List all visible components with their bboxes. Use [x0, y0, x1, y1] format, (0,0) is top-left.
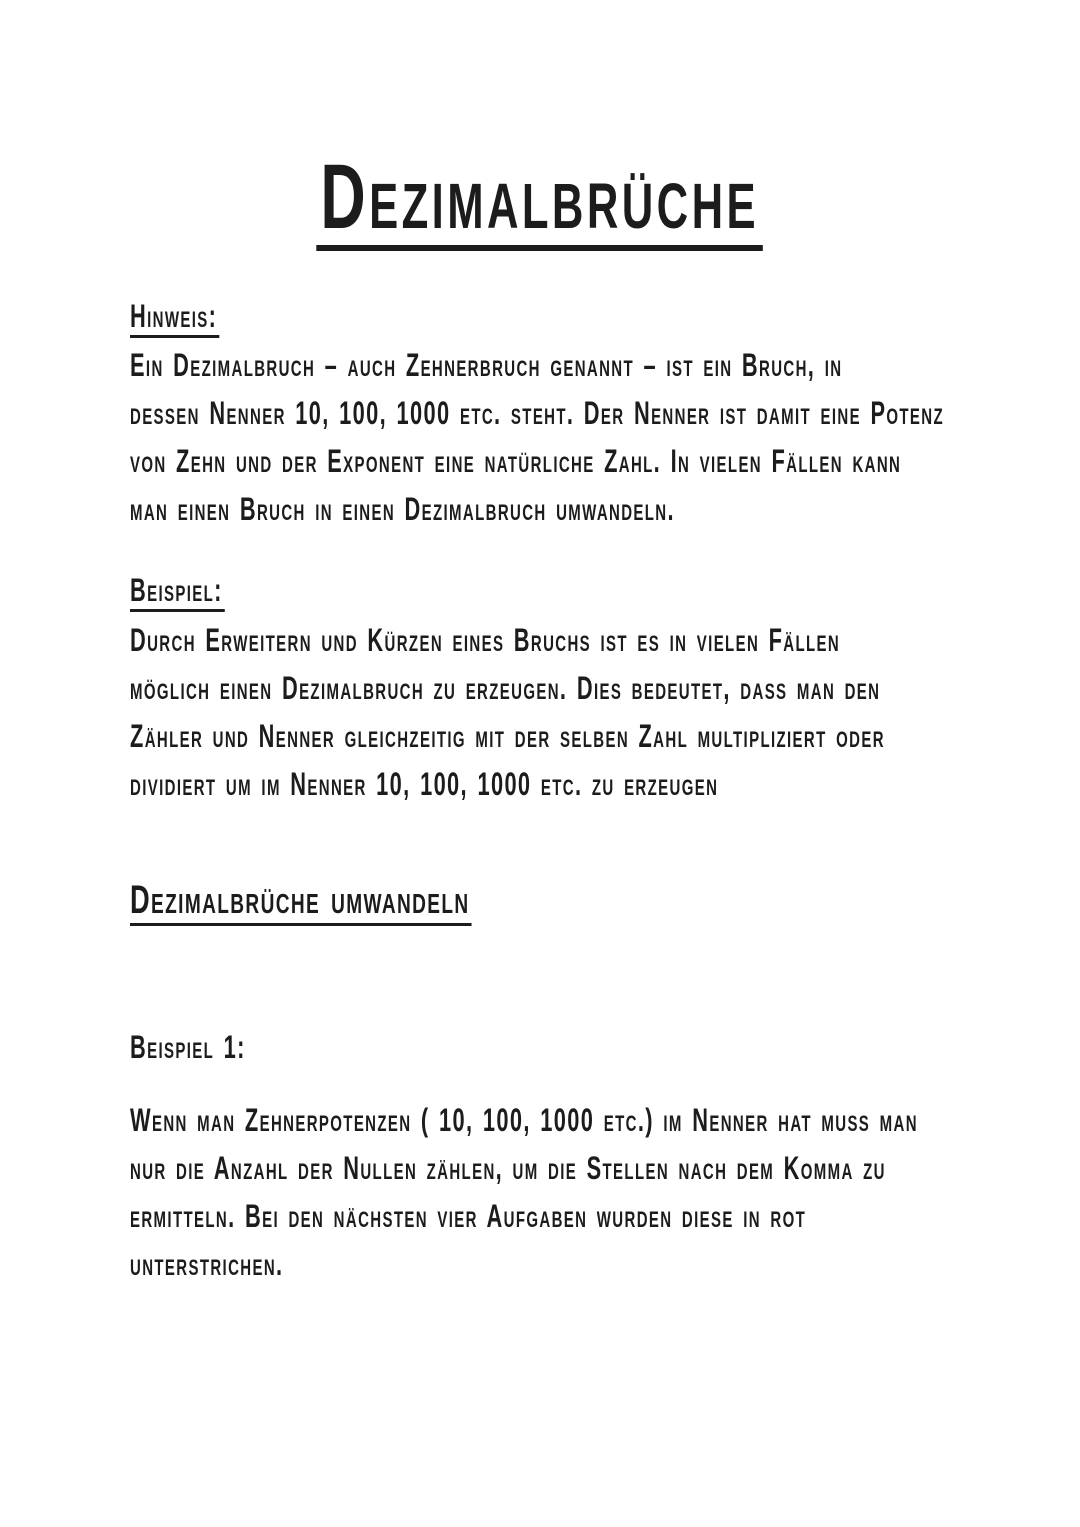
text-line	[130, 485, 950, 533]
text-line	[130, 437, 950, 485]
section-heading-hinweis	[130, 298, 950, 338]
paragraph-beispiel-line-1: Durch Erweitern und Kürzen eines Bruchs ist es in vielen Fällen	[130, 622, 841, 658]
text-line	[130, 341, 950, 389]
paragraph-beispiel-line-3: Zähler und Nenner gleichzeitig mit der selben Zahl multipliziert oder	[130, 718, 885, 754]
section-heading-umwandeln	[130, 877, 950, 926]
paragraph-hinweis-line-4: man einen Bruch in einen Dezimalbruch umwandeln.	[130, 491, 675, 527]
text-line	[130, 389, 950, 437]
paragraph-beispiel-1	[130, 1096, 950, 1288]
paragraph-hinweis-line-1: Ein Dezimalbruch – auch Zehnerbruch genannt – ist ein Bruch, in	[130, 347, 843, 383]
section-heading-hinweis-text: Hinweis:	[130, 298, 219, 338]
section-heading-beispiel-text: Beispiel:	[130, 572, 225, 612]
text-line	[130, 760, 950, 808]
text-line	[130, 1096, 950, 1144]
title-row	[130, 146, 950, 251]
paragraph-beispiel-1-line-3: ermitteln. Bei den nächsten vier Aufgaben wurden diese in rot	[130, 1198, 807, 1234]
paragraph-beispiel-1-line-4: unterstrichen.	[130, 1246, 284, 1282]
paragraph-beispiel-line-4: dividiert um im Nenner 10, 100, 1000 etc. zu erzeugen	[130, 766, 719, 802]
paragraph-hinweis-line-2: dessen Nenner 10, 100, 1000 etc. steht. Der Nenner ist damit eine Potenz	[130, 395, 945, 431]
text-line	[130, 1240, 950, 1288]
section-heading-beispiel-1-text: Beispiel 1:	[130, 1029, 246, 1065]
paragraph-hinweis	[130, 341, 950, 533]
section-heading-beispiel-1	[130, 1029, 950, 1066]
text-line	[130, 616, 950, 664]
text-line	[130, 712, 950, 760]
paragraph-beispiel-line-2: möglich einen Dezimalbruch zu erzeugen. Dies bedeutet, dass man den	[130, 670, 881, 706]
text-line	[130, 1144, 950, 1192]
paragraph-beispiel	[130, 616, 950, 808]
section-heading-beispiel	[130, 572, 950, 612]
paragraph-beispiel-1-line-1: Wenn man Zehnerpotenzen ( 10, 100, 1000 etc.) im Nenner hat muss man	[130, 1102, 918, 1138]
paragraph-beispiel-1-line-2: nur die Anzahl der Nullen zählen, um die Stellen nach dem Komma zu	[130, 1150, 886, 1186]
text-line	[130, 1192, 950, 1240]
paragraph-hinweis-line-3: von Zehn und der Exponent eine natürliche Zahl. In vielen Fällen kann	[130, 443, 902, 479]
section-heading-umwandeln-text: Dezimalbrüche umwandeln	[130, 877, 472, 926]
text-line	[130, 664, 950, 712]
page-title: Dezimalbrüche	[317, 151, 764, 251]
